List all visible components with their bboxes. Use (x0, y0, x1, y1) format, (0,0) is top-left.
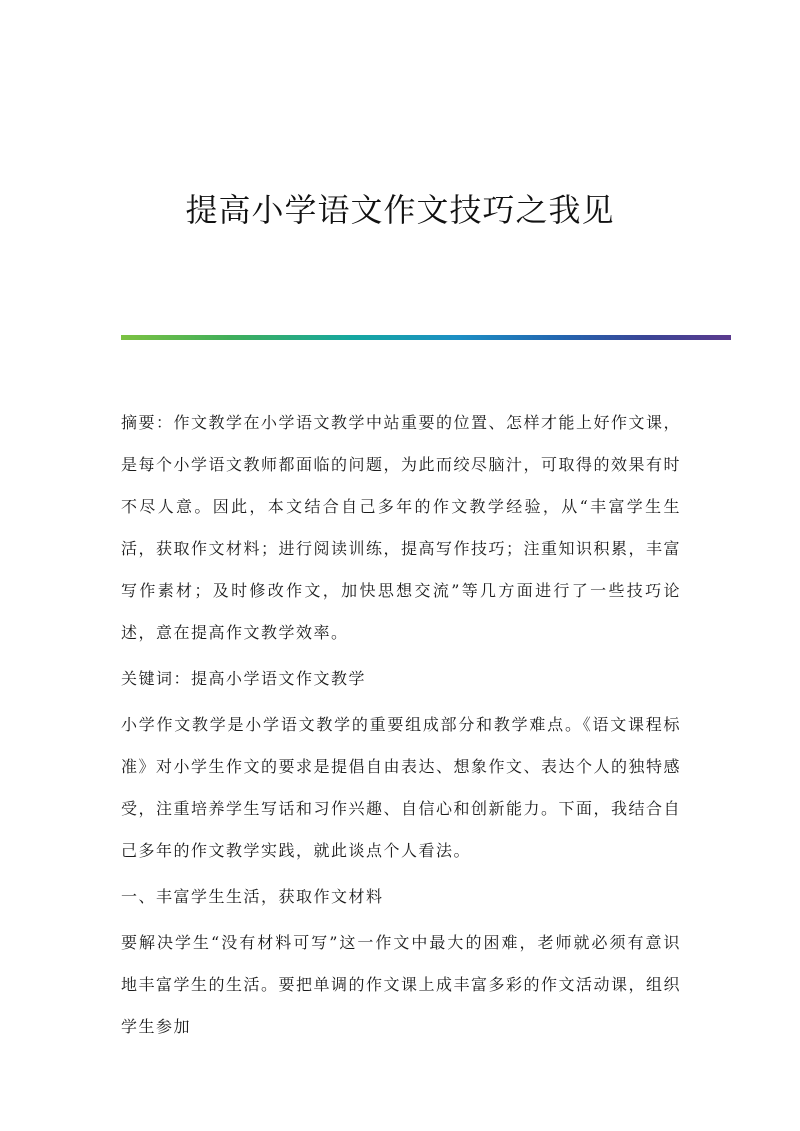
intro-paragraph: 小学作文教学是小学语文教学的重要组成部分和教学难点。《语文课程标准》对小学生作文的要求是提倡自由表达、想象作文、表达个人的独特感受，注重培养学生写话和习作兴趣、自信心和创新能力。下面，我结合自己多年的作文教学实践，就此谈点个人看法。 (121, 715, 682, 860)
title-divider (121, 335, 731, 340)
abstract-paragraph: 摘要：作文教学在小学语文教学中站重要的位置、怎样才能上好作文课，是每个小学语文教师都面临的问题，为此而绞尽脑汁，可取得的效果有时不尽人意。因此，本文结合自己多年的作文教学经验，从“丰富学生生活，获取作文材料；进行阅读训练，提高写作技巧；注重知识积累，丰富写作素材；及时修改作文，加快思想交流”等几方面进行了一些技巧论述，意在提高作文教学效率。 (121, 413, 682, 642)
document-title: 提高小学语文作文技巧之我见 (185, 191, 615, 229)
section-paragraph: 要解决学生“没有材料可写”这一作文中最大的困难，老师就必须有意识地丰富学生的生活。要把单调的作文课上成丰富多彩的作文活动课，组织学生参加 (121, 933, 682, 1036)
document-body (121, 402, 681, 1048)
keywords-line: 关键词：提高小学语文作文教学 (121, 669, 367, 688)
section-heading: 一、丰富学生生活，获取作文材料 (121, 887, 384, 906)
